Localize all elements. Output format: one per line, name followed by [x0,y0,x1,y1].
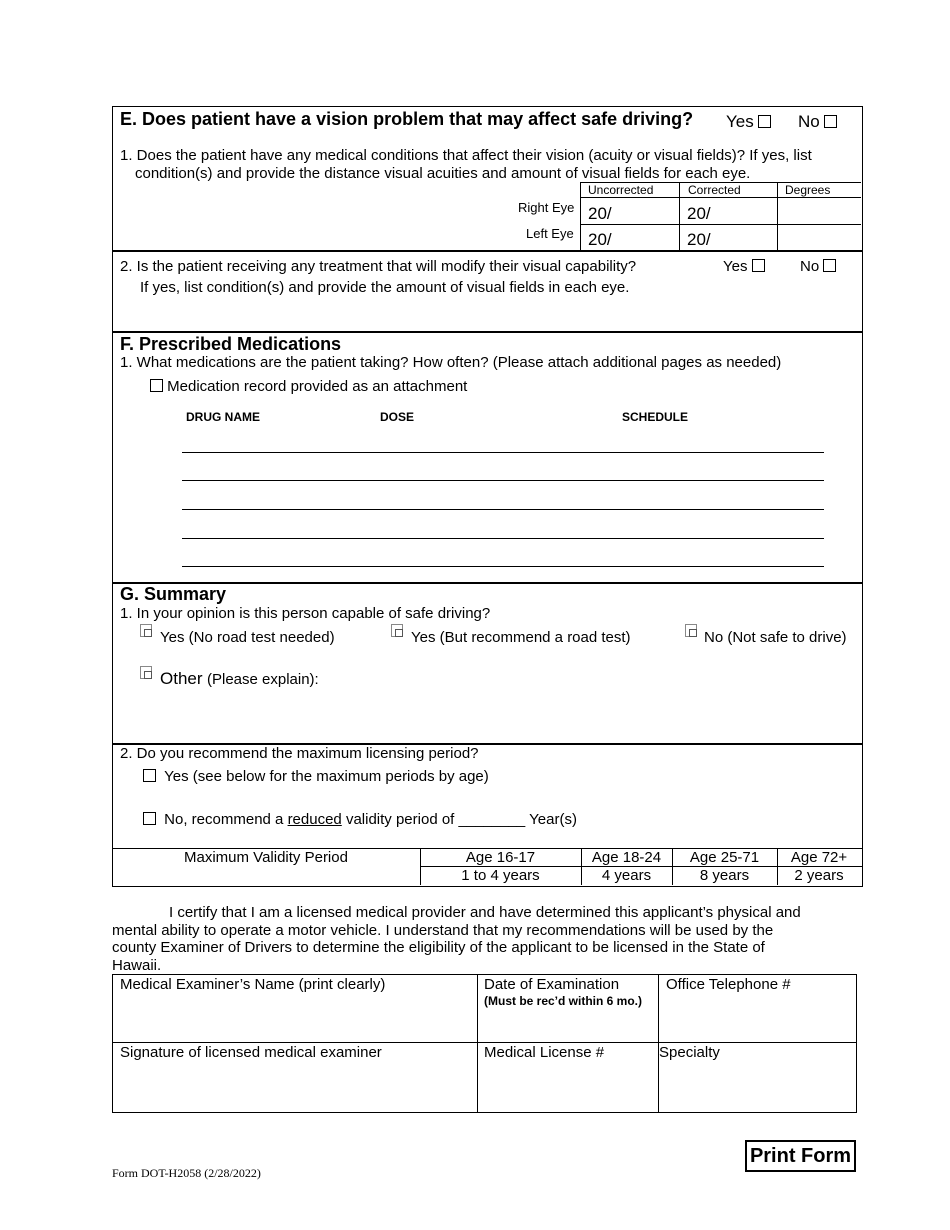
right-eye-uncorrected-field[interactable]: 20/ [588,204,612,223]
col-uncorrected: Uncorrected [588,183,654,197]
opt-not-safe-label: No (Not safe to drive) [704,629,847,646]
signature-field[interactable]: Signature of licensed medical examiner [120,1044,382,1061]
col-degrees: Degrees [785,183,831,197]
col-drug-name: DRUG NAME [186,410,260,424]
opt-other-text: Other [160,669,203,688]
vision-yes-checkbox[interactable] [758,115,771,128]
exam-date-field[interactable]: Date of Examination [484,976,620,993]
acuity-grid-col1 [580,182,581,250]
acuity-grid-row1 [580,197,861,198]
treatment-yes-option[interactable] [723,258,765,275]
vision-q1-line1: 1. Does the patient have any medical conditions that affect their vision (acuity or visual fields)? If yes, list [120,147,812,164]
medication-attachment-checkbox[interactable] [150,379,163,392]
medication-line-2[interactable] [182,480,824,481]
col-corrected: Corrected [688,183,741,197]
signature-table-mid [112,1042,856,1043]
vision-no-checkbox[interactable] [824,115,837,128]
vision-q2-line1: 2. Is the patient receiving any treatment that will modify their visual capability? [120,258,637,275]
exam-date-note: (Must be rec’d within 6 mo.) [484,994,643,1008]
col-dose: DOSE [380,410,415,424]
validity-period-3: 8 years [699,867,750,884]
print-form-button[interactable]: Print Form [745,1140,856,1172]
medication-line-5[interactable] [182,566,824,567]
licensing-no-reduced: reduced [287,811,342,828]
col-schedule: SCHEDULE [622,410,689,424]
treatment-no-label: No [800,258,820,275]
licensing-no-checkbox[interactable] [143,812,156,825]
examiner-name-field[interactable]: Medical Examiner’s Name (print clearly) [120,976,386,993]
medication-line-3[interactable] [182,509,824,510]
certify-line-3: county Examiner of Drivers to determine the eligibility of the applicant to be licensed in the State of [112,939,765,956]
right-eye-corrected-field[interactable]: 20/ [687,204,711,223]
opt-other-checkbox[interactable] [140,666,152,679]
opt-not-safe-checkbox[interactable] [685,624,697,637]
medications-question: 1. What medications are the patient taking? How often? (Please attach additional pages as needed) [120,354,782,371]
validity-period-4: 2 years [794,867,844,884]
opt-yes-no-test-checkbox[interactable] [140,624,152,637]
vision-no-option[interactable] [798,112,837,132]
treatment-no-checkbox[interactable] [823,259,836,272]
section-g-title: G. Summary [120,584,227,604]
certify-line-1: I certify that I am a licensed medical provider and have determined this applicant’s physical and [169,904,801,921]
validity-label: Maximum Validity Period [184,849,348,866]
medication-line-4[interactable] [182,538,824,539]
license-number-field[interactable]: Medical License # [484,1044,605,1061]
section-e-title: E. Does patient have a vision problem that may affect safe driving? [120,109,694,129]
acuity-grid-col3 [777,182,778,250]
medication-attachment-label: Medication record provided as an attachment [167,378,468,395]
opt-yes-no-test-label: Yes (No road test needed) [160,629,335,646]
medication-line-1[interactable] [182,452,824,453]
form-id: Form DOT-H2058 (2/28/2022) [112,1166,261,1180]
opt-yes-road-test-checkbox[interactable] [391,624,403,637]
certify-line-4: Hawaii. [112,957,162,974]
vision-no-label: No [798,112,820,131]
office-phone-field[interactable]: Office Telephone # [666,976,791,993]
safe-driving-question: 1. In your opinion is this person capable of safe driving? [120,605,491,622]
vision-yes-option[interactable] [726,112,771,132]
validity-period-1: 1 to 4 years [461,867,540,884]
licensing-yes-checkbox[interactable] [143,769,156,782]
validity-age-3: Age 25-71 [689,849,760,866]
left-eye-uncorrected-field[interactable]: 20/ [588,230,612,249]
vision-yes-label: Yes [726,112,754,131]
opt-other-label [160,669,319,689]
medication-attachment-option[interactable] [150,378,467,395]
right-eye-label: Right Eye [518,200,575,215]
treatment-no-option[interactable] [800,258,836,275]
licensing-no-pre: No, recommend a [164,811,288,828]
treatment-yes-checkbox[interactable] [752,259,765,272]
certify-line-2: mental ability to operate a motor vehicle. I understand that my recommendations will be used by the [112,922,774,939]
treatment-yes-label: Yes [723,258,748,275]
left-eye-label: Left Eye [526,226,574,241]
vision-q2-line2: If yes, list condition(s) and provide the amount of visual fields in each eye. [140,279,630,296]
specialty-field[interactable]: Specialty [659,1044,720,1061]
section-f-title: F. Prescribed Medications [120,334,342,354]
signature-table-col2 [658,974,659,1112]
acuity-grid-row2 [580,224,861,225]
licensing-question: 2. Do you recommend the maximum licensing period? [120,745,479,762]
validity-age-4: Age 72+ [790,849,848,866]
opt-yes-road-test-label: Yes (But recommend a road test) [411,629,631,646]
licensing-yes-option[interactable] [143,768,489,785]
validity-period-2: 4 years [601,867,652,884]
vision-q1-line2: condition(s) and provide the distance visual acuities and amount of visual fields for each eye. [135,165,751,182]
acuity-grid-col2 [679,182,680,250]
licensing-no-post: validity period of ________ Year(s) [341,811,577,828]
signature-table-col1 [477,974,478,1112]
opt-other-note: (Please explain): [206,671,319,688]
validity-age-2: Age 18-24 [591,849,662,866]
validity-age-1: Age 16-17 [465,849,536,866]
licensing-yes-label: Yes (see below for the maximum periods by age) [164,768,489,785]
licensing-no-option[interactable] [143,811,577,828]
left-eye-corrected-field[interactable]: 20/ [687,230,711,249]
